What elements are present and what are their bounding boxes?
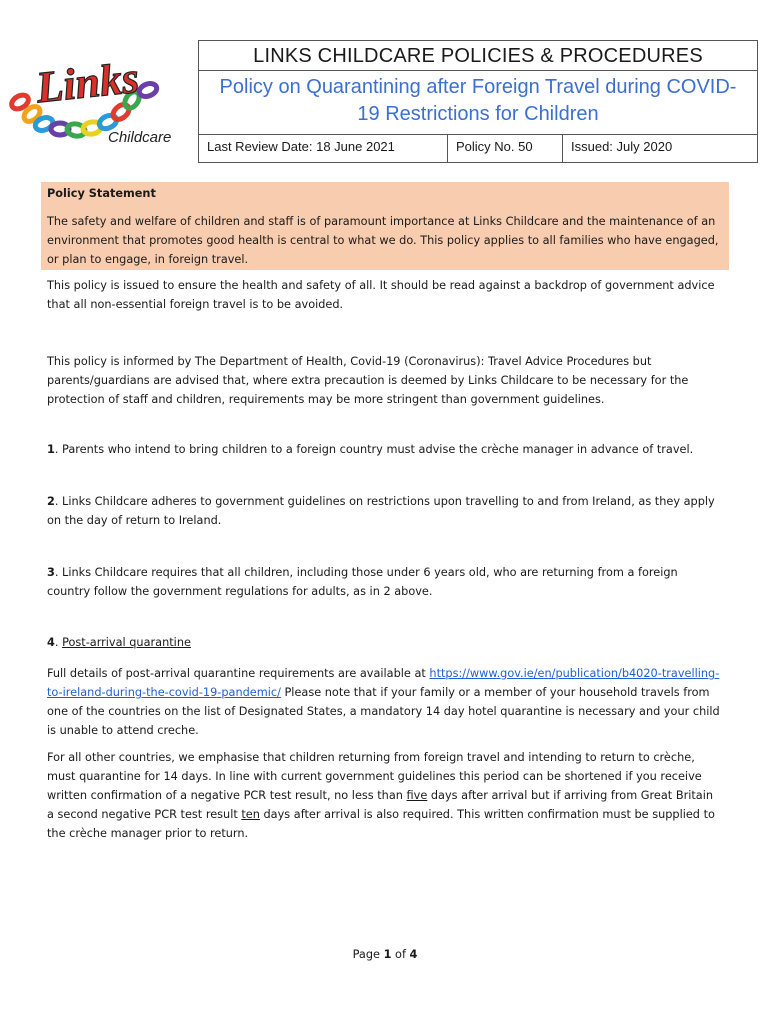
page-of: of <box>391 948 410 961</box>
item-2-number: 2 <box>47 495 55 508</box>
quarantine-paragraph-1 <box>47 664 723 740</box>
policy-subtitle: Policy on Quarantining after Foreign Travel during COVID-19 Restrictions for Children <box>199 71 757 135</box>
item-3 <box>47 563 723 601</box>
last-review-date: Last Review Date: 18 June 2021 <box>199 135 448 162</box>
item-4-heading <box>47 633 723 652</box>
item-1-text: . Parents who intend to bring children to a foreign country must advise the crèche manager in advance of travel. <box>54 443 694 456</box>
intro-paragraph-1: This policy is issued to ensure the health and safety of all. It should be read against a backdrop of government advice that all non-essential foreign travel is to be avoided. <box>47 279 715 311</box>
item-3-text: . Links Childcare requires that all children, including those under 6 years old, who are returning from a foreign country follow the government regulations for adults, as in 2 above. <box>47 566 678 598</box>
quarantine-p1-after: Please note that if your family or a member of your household travels from one of the countries on the list of Designated States, a mandatory 14 day hotel quarantine is necessary and your child is unable to attend creche. <box>47 686 720 737</box>
issued-date: Issued: July 2020 <box>571 139 673 154</box>
item-3-number: 3 <box>47 566 55 579</box>
policy-header-table <box>198 40 758 163</box>
logo-subtitle: Childcare <box>108 129 172 146</box>
page-total: 4 <box>409 948 418 961</box>
page-prefix: Page <box>352 948 384 961</box>
item-4-dot: . <box>54 636 63 649</box>
ten-days-emphasis: ten <box>241 808 260 821</box>
quarantine-p2-a: For all other countries, we emphasise that children returning from foreign travel and intending to return to crèche, must quarantine for 14 days. In line with current government guidelines this period can be shortened if you receive written confirmation of a negative PCR test result, no less than <box>47 751 702 802</box>
policy-number: Policy No. 50 <box>448 135 563 162</box>
header-info-row <box>199 135 757 162</box>
item-2-text: . Links Childcare adheres to government guidelines on restrictions upon travelling to and from Ireland, as they apply on the day of return to Ireland. <box>47 495 715 527</box>
chain-links-logo-graphic <box>8 50 194 150</box>
quarantine-p2-c: days after arrival is also required. This written confirmation must be supplied to the crèche manager prior to return. <box>47 808 715 840</box>
quarantine-p1-before: Full details of post-arrival quarantine requirements are available at <box>47 667 430 680</box>
policy-statement-text: The safety and welfare of children and staff is of paramount importance at Links Childcare and the maintenance of an environment that promotes good health is central to what we do. This policy applies to all families who have engaged, or plan to engage, in foreign travel. <box>47 215 719 266</box>
five-days-emphasis: five <box>406 789 428 802</box>
policy-statement-heading: Policy Statement <box>47 187 156 200</box>
quarantine-p2-b: days after arrival but if arriving from Great Britain a second negative PCR test result <box>47 789 714 821</box>
gov-ie-travel-link[interactable]: https://www.gov.ie/en/publication/b4020-travelling-to-ireland-during-the-covid-19-pandemic/ <box>47 667 720 699</box>
document-body <box>47 182 723 843</box>
intro-paragraph-2: This policy is informed by The Department of Health, Covid-19 (Coronavirus): Travel Advice Procedures but parents/guardians are advised that, where extra precaution is deemed by Links Childcare to be necessary for the protection of staff and children, requirements may be more stringent than government guidelines. <box>47 355 689 406</box>
page-footer <box>0 948 770 961</box>
post-arrival-quarantine-heading: Post-arrival quarantine <box>62 636 191 649</box>
policy-statement-box <box>41 182 729 270</box>
item-1-number: 1 <box>47 443 55 456</box>
quarantine-paragraph-2 <box>47 748 723 843</box>
page-current: 1 <box>383 948 392 961</box>
page-title: LINKS CHILDCARE POLICIES & PROCEDURES <box>199 41 757 71</box>
item-2 <box>47 492 723 530</box>
logo-brand-text: Links <box>33 52 142 113</box>
links-logo <box>8 50 194 150</box>
item-1 <box>47 440 723 459</box>
item-4-number: 4 <box>47 636 55 649</box>
